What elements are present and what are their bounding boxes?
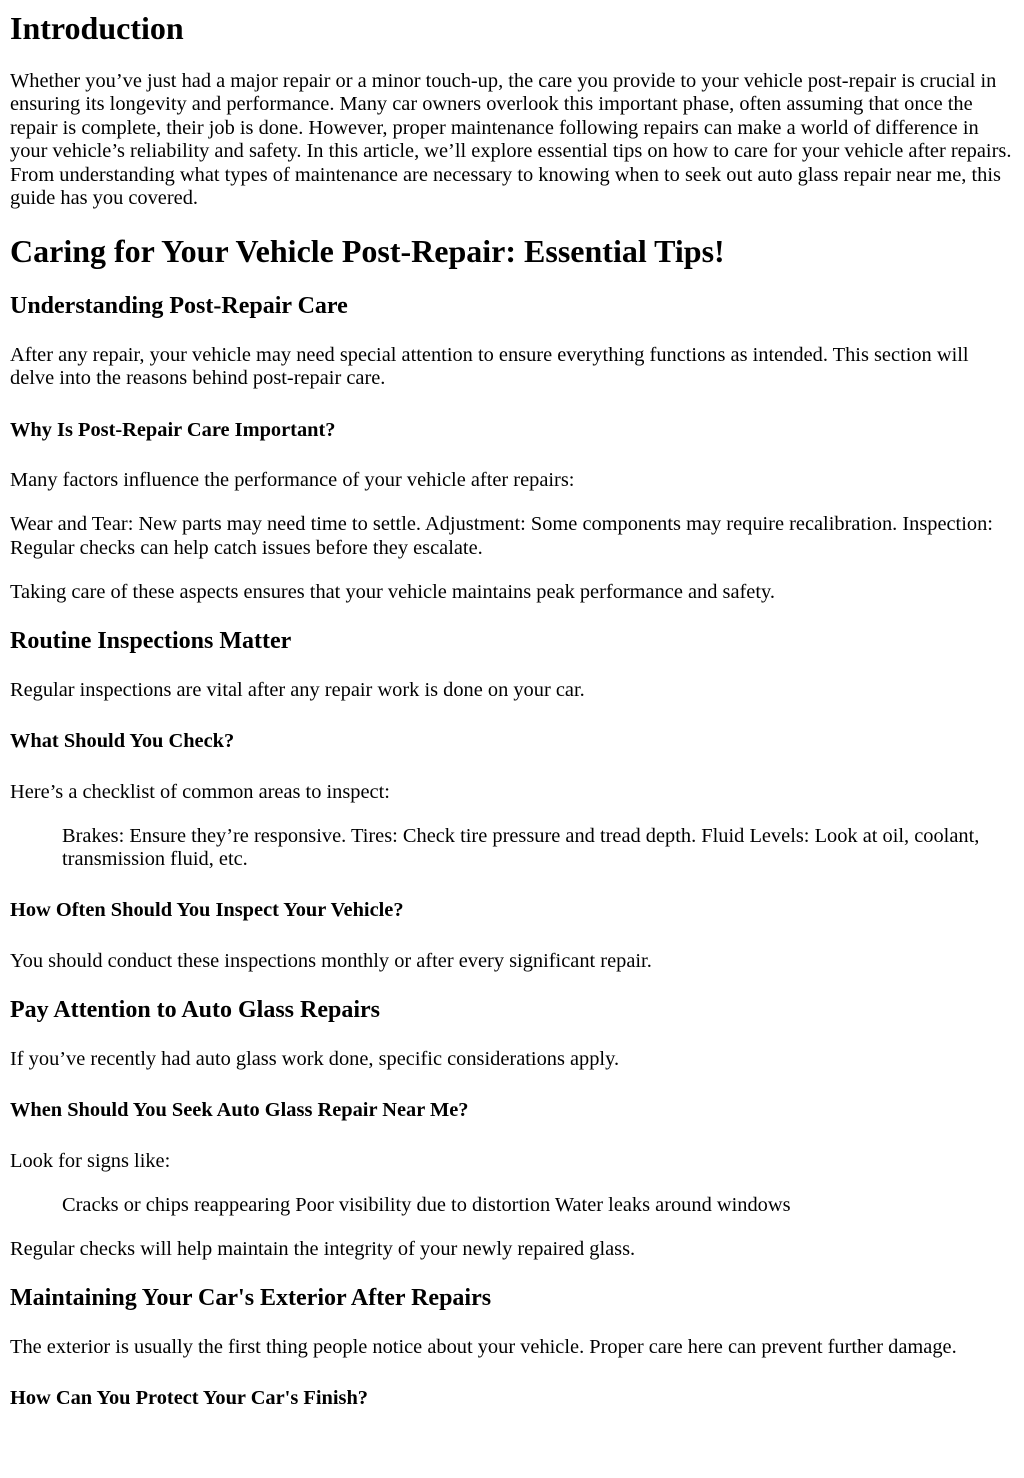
heading-how-often-inspect: How Often Should You Inspect Your Vehicle? <box>10 899 404 922</box>
paragraph-regular-checks-glass: Regular checks will help maintain the integrity of your newly repaired glass. <box>10 1237 636 1260</box>
heading-understanding-post-repair-care: Understanding Post-Repair Care <box>10 293 348 320</box>
paragraph-exterior-intro: The exterior is usually the first thing people notice about your vehicle. Proper care here can prevent further damage. <box>10 1335 957 1358</box>
heading-introduction: Introduction <box>10 10 184 46</box>
paragraph-regular-inspections: Regular inspections are vital after any repair work is done on your car. <box>10 678 585 701</box>
blockquote-glass-warning-signs-text: Cracks or chips reappearing Poor visibility due to distortion Water leaks around windows <box>62 1193 791 1216</box>
heading-why-is-post-repair-care-important: Why Is Post-Repair Care Important? <box>10 418 336 441</box>
blockquote-glass-warning-signs <box>62 1194 1014 1217</box>
blockquote-inspection-checklist-text: Brakes: Ensure they’re responsive. Tires: Check tire pressure and tread depth. Fluid Levels: Look at oil, coolant, transmission fluid, etc. <box>62 824 980 870</box>
paragraph-inspection-frequency: You should conduct these inspections monthly or after every significant repair. <box>10 949 652 972</box>
paragraph-many-factors: Many factors influence the performance of your vehicle after repairs: <box>10 469 575 492</box>
heading-pay-attention-auto-glass: Pay Attention to Auto Glass Repairs <box>10 997 381 1024</box>
heading-main-title: Caring for Your Vehicle Post-Repair: Essential Tips! <box>10 232 725 269</box>
paragraph-look-for-signs: Look for signs like: <box>10 1149 171 1172</box>
paragraph-introduction: Whether you’ve just had a major repair or a minor touch-up, the care you provide to your vehicle post-repair is crucial in ensuring its longevity and performance. Many car owners overlook this important phase, often assuming that once the repair is complete, their job is done. However, proper maintenance following repairs can make a world of difference in your vehicle’s reliability and safety. In this article, we’ll explore essential tips on how to care for your vehicle after repairs. From understanding what types of maintenance are necessary to knowing when to seek out auto glass repair near me, this guide has you covered. <box>10 69 1012 210</box>
paragraph-taking-care: Taking care of these aspects ensures that your vehicle maintains peak performance and safety. <box>10 580 775 603</box>
paragraph-understanding-intro: After any repair, your vehicle may need special attention to ensure everything functions as intended. This section will delve into the reasons behind post-repair care. <box>10 343 969 390</box>
heading-maintaining-exterior: Maintaining Your Car's Exterior After Repairs <box>10 1285 492 1312</box>
paragraph-checklist-intro: Here’s a checklist of common areas to inspect: <box>10 780 390 803</box>
heading-what-should-you-check: What Should You Check? <box>10 730 235 753</box>
blockquote-inspection-checklist <box>62 825 1014 872</box>
paragraph-wear-and-tear: Wear and Tear: New parts may need time to settle. Adjustment: Some components may require recalibration. Inspection: Regular checks can help catch issues before they escalate. <box>10 513 993 559</box>
paragraph-auto-glass-intro: If you’ve recently had auto glass work done, specific considerations apply. <box>10 1047 620 1070</box>
article <box>10 10 1014 1411</box>
heading-how-protect-finish: How Can You Protect Your Car's Finish? <box>10 1387 368 1410</box>
heading-routine-inspections-matter: Routine Inspections Matter <box>10 628 292 655</box>
heading-when-seek-auto-glass-repair: When Should You Seek Auto Glass Repair Near Me? <box>10 1099 469 1122</box>
